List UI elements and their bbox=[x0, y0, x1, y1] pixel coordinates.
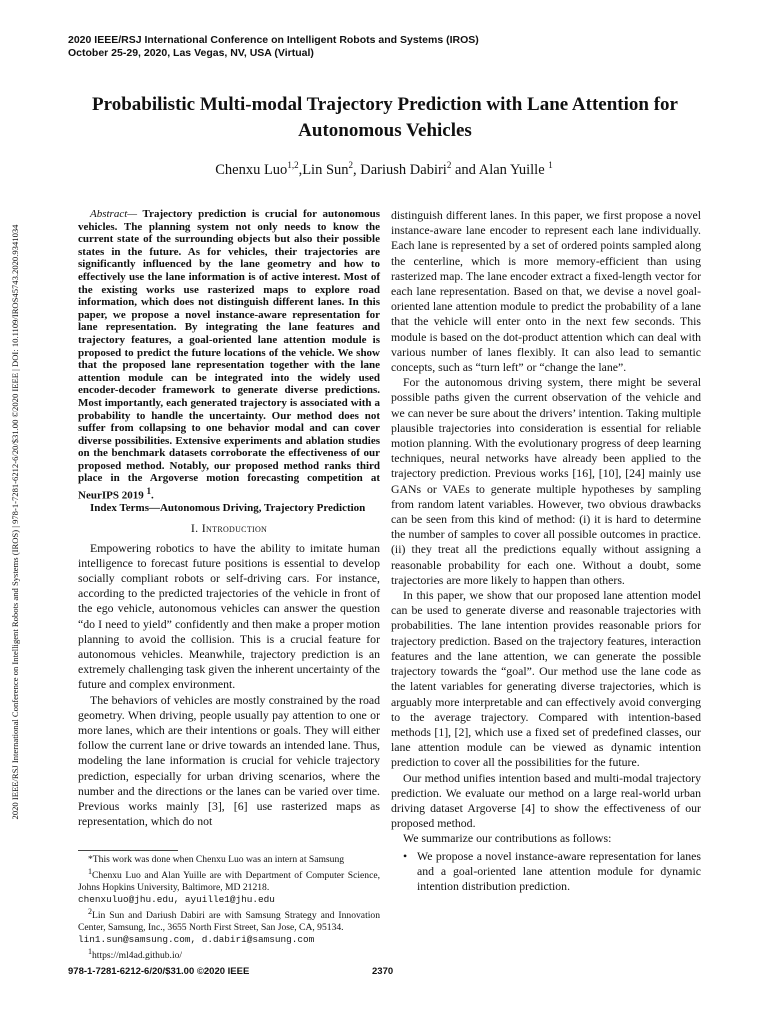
section-heading-introduction: I. Introduction bbox=[190, 521, 268, 536]
abstract-label: Abstract— bbox=[90, 208, 138, 220]
author-affiliation: 2 bbox=[348, 160, 354, 170]
footnote: $^1$Chenxu Luo and Alan Yuille are with Department of Computer Science, Johns Hopkins University, Baltimore, MD 21218. bbox=[78, 867, 380, 894]
author-list bbox=[0, 160, 768, 179]
footnote-email: lin1.sun@samsung.com, d.dabiri@samsung.com bbox=[78, 934, 315, 946]
author-name: Chenxu Luo bbox=[215, 161, 288, 178]
list-item: • We propose a novel instance-aware representation for lanes and a goal-oriented lane attention module for dynamic intention distribution prediction. bbox=[417, 849, 701, 895]
paragraph: Empowering robotics to have the ability to imitate human intelligence to forecast future positions is essential to develop socially compliant robots or self-driving cars. For instance, according to the predicted trajectories of the vehicle in front of the ego vehicle, autonomous vehicles can answer the question “do I need to yield” confidently and then make a proper motion planning to avoid the collision. This is a crucial feature for autonomous vehicles. Meanwhile, trajectory prediction is an extremely challenging task given the inherent uncertainty of the future and complex environment. bbox=[78, 540, 380, 692]
footnote: $^1$https://ml4ad.github.io/ bbox=[88, 947, 183, 962]
conference-name: 2020 IEEE/RSJ International Conference on Intelligent Robots and Systems (IROS) bbox=[68, 34, 479, 46]
left-column bbox=[78, 208, 380, 829]
abstract: Abstract— Trajectory prediction is crucial for autonomous vehicles. The planning system not only needs to know the current state of the surrounding objects but also their possible states in the future. As for vehicles, their trajectories are significantly influenced by the lane geometry and how to effectively use the lane information is of active interest. Most of the existing works use rasterized maps to explore road information, which does not distinguish different lanes. In this paper, we propose a novel instance-aware representation for lane representation. By integrating the lane features and trajectory features, a goal-oriented lane attention module is proposed to predict the future locations of the vehicle. We show that the proposed lane representation together with the lane attention module can be integrated into the widely used encoder-decoder framework to generate diverse predictions. Most importantly, each generated trajectory is associated with a probability to handle the uncertainty. Our method does not suffer from collapsing to one behavior modal and can cover diverse possibilities. Extensive experiments and ablation studies on the benchmark datasets corroborate the effectiveness of our proposed method. Notably, our proposed method ranks third place in the Argoverse motion forecasting competition at NeurIPS 2019 $^1$. bbox=[78, 208, 380, 502]
author-affiliation: 2 bbox=[446, 160, 452, 170]
footer-isbn: 978-1-7281-6212-6/20/$31.00 ©2020 IEEE bbox=[68, 966, 250, 977]
footnote: *This work was done when Chenxu Luo was an intern at Samsung bbox=[88, 854, 345, 865]
author-name: , Dariush Dabiri bbox=[353, 161, 447, 178]
footnote-email: chenxuluo@jhu.edu, ayuille1@jhu.edu bbox=[78, 894, 275, 906]
index-terms: Index Terms—Autonomous Driving, Trajectory Prediction bbox=[90, 502, 366, 515]
author-affiliation: 1,2 bbox=[287, 160, 299, 170]
author-name: and Alan Yuille bbox=[451, 161, 549, 178]
paragraph: For the autonomous driving system, there might be several possible paths given the current observation of the vehicle and we can never be sure about the drivers’ intention. Taking multiple plausible trajectories into consideration is essential for reliable motion planning. With the evolutionary progress of deep learning techniques, neural networks have already been applied to the trajectory prediction. Previous works [16], [10], [24] mainly use GANs or VAEs to generate multiple hypotheses by sampling from random latent variables. However, two obvious drawbacks can be seen from this kind of method: (i) it is hard to determine the number of samples to cover all possible outcomes in practice. (ii) they treat all the predictions equally without assigning a reasonable probability for each one. Without a doubt, some trajectories are more likely to happen than others. bbox=[391, 375, 701, 587]
doi-sidebar bbox=[8, 150, 22, 894]
page-number: 2370 bbox=[372, 966, 394, 977]
footnote-url: https://ml4ad.github.io/ bbox=[92, 950, 183, 962]
paragraph: In this paper, we show that our proposed lane attention model can be used to generate diverse and reasonable trajectories with probabilities. The lane intention provides reasonable priors for trajectory prediction. Based on the trajectory features, interaction features and the lane attention, we can generate the possible trajectory towards the “goal”. Our method use the lane code as the latent variables for generating diverse trajectories, which is arguably more interpretable and can effectively avoid converging to the average trajectory. Compared with intention-based methods [1], [2], which use a fixed set of predefined classes, our lane attention module can be viewed as dynamic intention prediction to cover all the possibilities for the future. bbox=[391, 588, 701, 770]
doi-sidebar-text: 2020 IEEE/RSJ International Conference on Intelligent Robots and Systems (IROS) | 978-1-7281-6212-6/20/$31.00 ©2020 IEEE | DOI: 10.1109/IROS45743.2020.9341034 bbox=[10, 224, 20, 820]
author-affiliation: 1 bbox=[548, 160, 553, 170]
contributions-list bbox=[391, 849, 701, 895]
paragraph: Our method unifies intention based and multi-modal trajectory prediction. We evaluate our method on a large real-world urban driving dataset Argoverse [4] to show the effectiveness of our proposed method. bbox=[391, 770, 701, 831]
right-column bbox=[391, 208, 701, 894]
conference-header bbox=[68, 34, 479, 60]
footnotes bbox=[78, 850, 380, 963]
abstract-text: Trajectory prediction is crucial for autonomous vehicles. The planning system not only needs to know the current state of the surrounding objects but also their possible states in the future. As for vehicles, their trajectories are significantly influenced by the lane geometry and how to effectively use the lane information is of active interest. Most of the existing works use rasterized maps to explore road information, which does not distinguish different lanes. In this paper, we propose a novel instance-aware representation for lane representation. By integrating the lane features and trajectory features, a goal-oriented lane attention module is proposed to predict the future locations of the vehicle. We show that the proposed lane representation together with the lane attention module can be integrated into the widely used encoder-decoder framework to generate diverse predictions. Most importantly, each generated trajectory is associated with a probability to handle the uncertainty. Our method does not suffer from collapsing to one behavior modal and can cover diverse possibilities. Extensive experiments and ablation studies on the benchmark datasets corroborate the effectiveness of our proposed method. Notably, our proposed method ranks third place in the Argoverse motion forecasting competition at NeurIPS 2019 bbox=[78, 208, 380, 502]
footnote-rule bbox=[78, 850, 178, 851]
conference-date-location: October 25-29, 2020, Las Vegas, NV, USA (Virtual) bbox=[68, 47, 314, 59]
paper-title: Probabilistic Multi-modal Trajectory Prediction with Lane Attention for Autonomous Vehicles bbox=[92, 94, 678, 141]
footnote-ref: 1 bbox=[146, 486, 152, 497]
footnote: $^2$Lin Sun and Dariush Dabiri are with Samsung Strategy and Innovation Center, Samsung, Inc., 3655 North First Street, San Jose, CA, 95134. bbox=[78, 907, 380, 934]
paragraph: distinguish different lanes. In this paper, we first propose a novel instance-aware lane encoder to represent each lane individually. Each lane is represented by a set of ordered points sampled along the centerline, which is more memory-efficient than using rasterized map. The lane encoder extract a fixed-length vector for each lane representation. Based on that, we devise a novel goal-oriented lane attention module to predict the probability of a lane that the vehicle will enter onto in the next few seconds. This module is based on the dot-product attention which can deal with various number of lanes flexibly. It can also lead to semantic concepts, such as “turn left” or “change the lane”. bbox=[391, 208, 701, 375]
author-name: ,Lin Sun bbox=[298, 161, 349, 178]
paragraph: The behaviors of vehicles are mostly constrained by the road geometry. When driving, people usually pay attention to one or more lanes, which are their intentions or goals. They will either follow the current lane or drive towards an intended lane. Thus, modeling the lane information is crucial for vehicle trajectory prediction, especially for urban driving scenarios, where the number and the directions or the lanes can be varied over time. Previous works mainly [3], [6] use rasterized maps as representation, which do not bbox=[78, 692, 380, 829]
paragraph: We summarize our contributions as follows: bbox=[403, 831, 612, 846]
